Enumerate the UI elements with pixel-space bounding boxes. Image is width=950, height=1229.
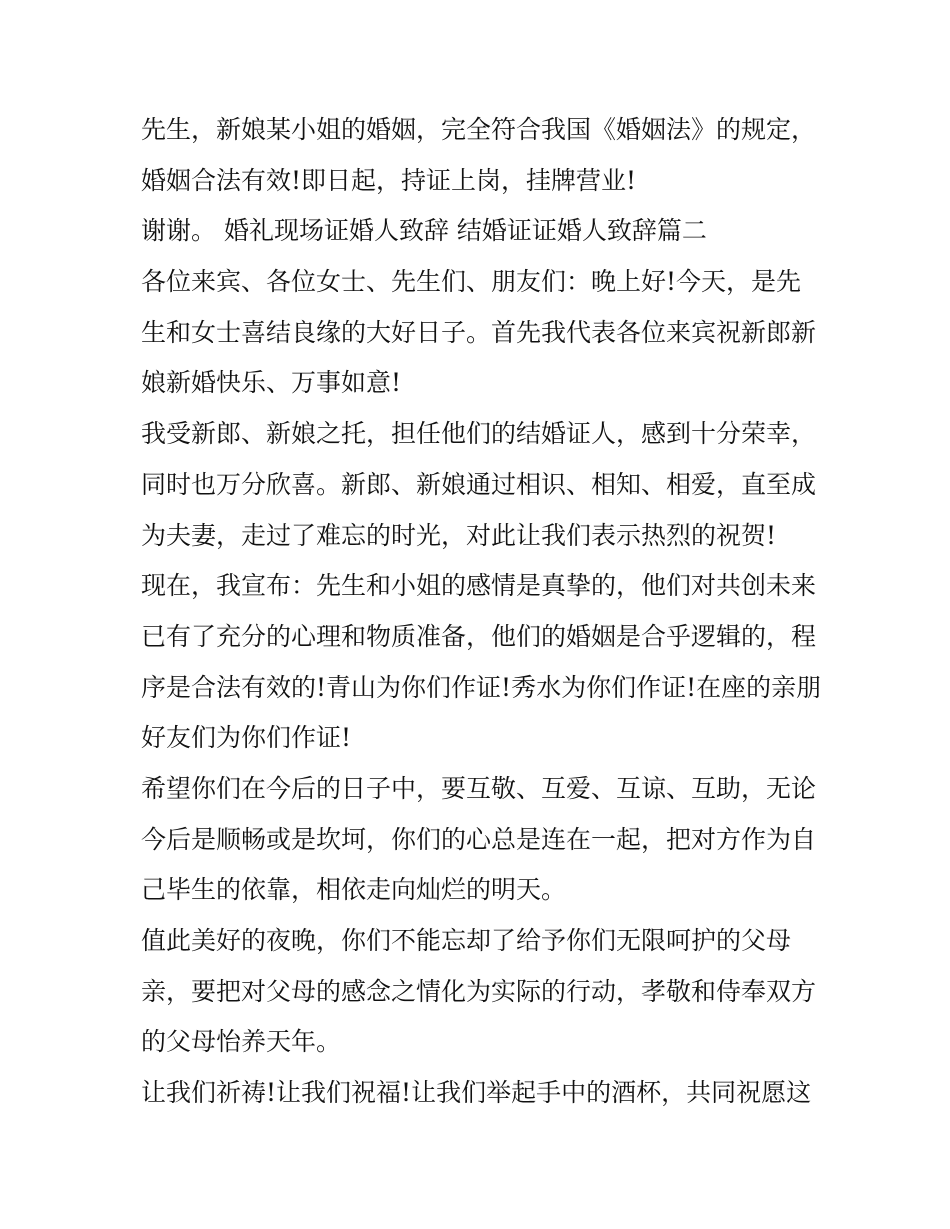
text-line-3: 谢谢。 婚礼现场证婚人致辞 结婚证证婚人致辞篇二 [141,216,707,245]
text-line-9: 为夫妻，走过了难忘的时光，对此让我们表示热烈的祝贺! [141,521,777,550]
text-line-8: 同时也万分欣喜。新郎、新娘通过相识、相知、相爱，直至成 [141,470,817,499]
text-line-13: 好友们为你们作证! [141,723,352,752]
text-line-18: 亲，要把对父母的感念之情化为实际的行动，孝敬和侍奉双方 [141,977,817,1006]
text-line-20: 让我们祈祷!让我们祝福!让我们举起手中的酒杯，共同祝愿这 [141,1078,812,1107]
text-line-19: 的父母怡养天年。 [141,1027,342,1056]
text-line-2: 婚姻合法有效!即日起，持证上岗，挂牌营业! [141,166,637,195]
text-line-15: 今后是顺畅或是坎坷，你们的心总是连在一起，把对方作为自 [141,825,817,854]
text-line-4: 各位来宾、各位女士、先生们、朋友们：晚上好!今天，是先 [141,267,802,296]
text-line-7: 我受新郎、新娘之托，担任他们的结婚证人，感到十分荣幸， [141,419,817,448]
text-line-5: 生和女士喜结良缘的大好日子。首先我代表各位来宾祝新郎新 [141,318,817,347]
text-line-12: 序是合法有效的!青山为你们作证!秀水为你们作证!在座的亲朋 [141,673,822,702]
text-line-17: 值此美好的夜晚，你们不能忘却了给予你们无限呵护的父母 [141,926,792,955]
text-line-14: 希望你们在今后的日子中，要互敬、互爱、互谅、互助，无论 [141,774,817,803]
text-line-10: 现在，我宣布：先生和小姐的感情是真挚的，他们对共创未来 [141,571,817,600]
text-line-11: 已有了充分的心理和物质准备，他们的婚姻是合乎逻辑的，程 [141,622,817,651]
text-line-1: 先生，新娘某小姐的婚姻，完全符合我国《婚姻法》的规定， [141,115,817,144]
text-line-16: 己毕生的依靠，相依走向灿烂的明天。 [141,875,567,904]
text-line-6: 娘新婚快乐、万事如意! [141,368,402,397]
